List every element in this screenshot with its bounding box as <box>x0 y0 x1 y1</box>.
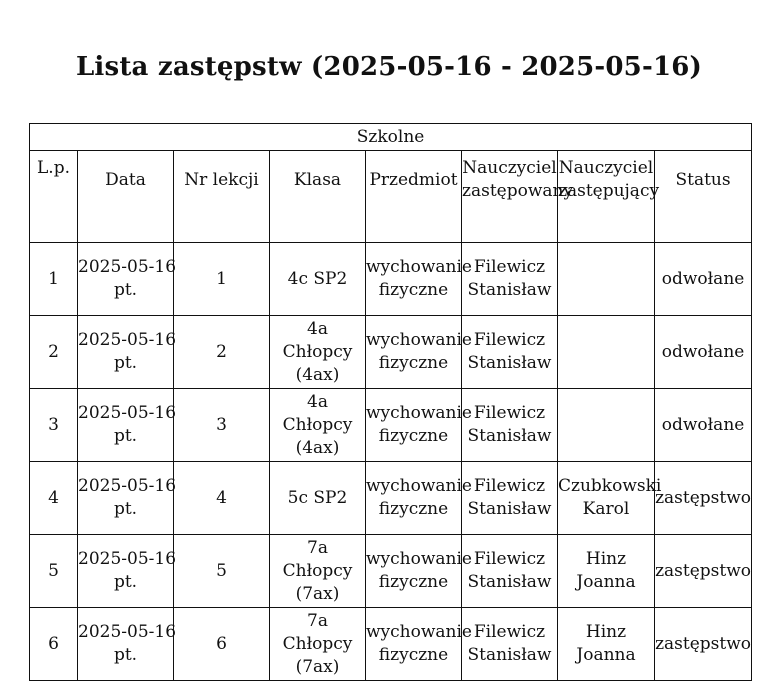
cell-status <box>655 462 752 535</box>
cell-date-text: pt. <box>113 353 138 373</box>
cell-subject-text: wychowanie <box>366 476 472 496</box>
cell-absent-teacher-text: Filewicz <box>473 622 546 642</box>
cell-date <box>78 535 177 608</box>
cell-date-text: 2025-05-16 <box>78 622 177 642</box>
cell-absent-teacher <box>462 243 558 316</box>
cell-lesson-text: 5 <box>216 560 227 581</box>
cell-date-text: pt. <box>113 426 138 446</box>
cell-subject-text: wychowanie <box>366 330 472 350</box>
cell-absent-teacher <box>462 316 558 389</box>
cell-status <box>655 243 752 316</box>
cell-lesson <box>174 389 270 462</box>
cell-class-text: 7a <box>307 610 328 631</box>
cell-lp <box>30 316 78 389</box>
cell-class <box>270 535 366 608</box>
cell-status-text: odwołane <box>661 268 745 289</box>
cell-lesson <box>174 316 270 389</box>
cell-substitute-teacher <box>558 608 655 681</box>
cell-substitute-teacher-text: Joanna <box>576 645 636 665</box>
cell-lp-text: 1 <box>48 268 59 289</box>
column-header-status: Status <box>655 151 752 243</box>
cell-class <box>270 462 366 535</box>
cell-date-text: pt. <box>113 280 138 300</box>
cell-lesson <box>174 462 270 535</box>
cell-lp-text: 6 <box>48 633 59 654</box>
cell-absent-teacher <box>462 608 558 681</box>
cell-lesson <box>174 608 270 681</box>
section-header-row <box>30 124 752 151</box>
cell-absent-teacher-text: Filewicz <box>473 403 546 423</box>
cell-absent-teacher <box>462 535 558 608</box>
cell-date <box>78 608 177 681</box>
column-header-data: Data <box>78 151 174 243</box>
cell-subject-text: fizyczne <box>378 353 449 373</box>
cell-status <box>655 608 752 681</box>
cell-subject-text: wychowanie <box>366 549 472 569</box>
cell-class-text: 4a <box>307 318 328 339</box>
cell-substitute-teacher-text: Joanna <box>576 572 636 592</box>
cell-class-text: Chłopcy <box>282 414 353 435</box>
cell-absent-teacher-text: Stanisław <box>467 280 552 300</box>
table-row <box>30 243 752 316</box>
cell-substitute-teacher <box>558 316 655 389</box>
cell-absent-teacher-text: Filewicz <box>473 476 546 496</box>
cell-date-text: 2025-05-16 <box>78 549 177 569</box>
cell-lp <box>30 608 78 681</box>
cell-class-text: 5c SP2 <box>287 487 348 508</box>
cell-date-text: pt. <box>113 645 138 665</box>
cell-subject-text: wychowanie <box>366 403 472 423</box>
cell-date-text: 2025-05-16 <box>78 257 177 277</box>
cell-substitute-teacher-text: Hinz <box>585 622 627 642</box>
cell-absent-teacher <box>462 389 558 462</box>
column-header-przedmiot: Przedmiot <box>366 151 462 243</box>
cell-date <box>78 243 177 316</box>
cell-subject <box>366 389 472 462</box>
cell-date <box>78 316 177 389</box>
cell-absent-teacher-text: Filewicz <box>473 549 546 569</box>
cell-subject-text: wychowanie <box>366 622 472 642</box>
cell-absent-teacher-text: Filewicz <box>473 330 546 350</box>
cell-subject <box>366 535 472 608</box>
table-row <box>30 462 752 535</box>
cell-status-text: zastępstwo <box>655 560 752 581</box>
cell-class <box>270 389 366 462</box>
cell-status-text: odwołane <box>661 341 745 362</box>
cell-date-text: 2025-05-16 <box>78 403 177 423</box>
cell-lesson-text: 4 <box>216 487 227 508</box>
cell-lp <box>30 243 78 316</box>
cell-lp <box>30 389 78 462</box>
cell-lesson-text: 3 <box>216 414 227 435</box>
cell-class <box>270 316 366 389</box>
table-row <box>30 389 752 462</box>
cell-substitute-teacher-text: Czubkowski <box>558 476 662 496</box>
cell-class-text: (7ax) <box>295 656 340 677</box>
page-title: Lista zastępstw (2025-05-16 - 2025-05-16) <box>75 52 703 82</box>
cell-lp-text: 4 <box>48 487 59 508</box>
cell-lp-text: 5 <box>48 560 59 581</box>
cell-subject-text: fizyczne <box>378 572 449 592</box>
column-header-nr-lekcji: Nr lekcji <box>174 151 270 243</box>
cell-class-text: 4a <box>307 391 328 412</box>
cell-substitute-teacher <box>558 243 655 316</box>
cell-class-text: (4ax) <box>295 437 340 458</box>
cell-date-text: pt. <box>113 499 138 519</box>
column-header-row <box>30 151 752 243</box>
cell-absent-teacher-text: Stanisław <box>467 572 552 592</box>
cell-date <box>78 462 177 535</box>
cell-substitute-teacher <box>558 389 655 462</box>
cell-status-text: odwołane <box>661 414 745 435</box>
column-header-nauczyciel-zastepowany: Nauczyciel zastępowany <box>462 151 558 243</box>
cell-class-text: Chłopcy <box>282 341 353 362</box>
cell-subject-text: fizyczne <box>378 280 449 300</box>
cell-subject-text: fizyczne <box>378 645 449 665</box>
substitutions-table <box>29 123 752 681</box>
cell-lp-text: 2 <box>48 341 59 362</box>
cell-lp-text: 3 <box>48 414 59 435</box>
cell-class-text: Chłopcy <box>282 560 353 581</box>
cell-subject <box>366 316 472 389</box>
cell-date-text: 2025-05-16 <box>78 476 177 496</box>
cell-subject-text: wychowanie <box>366 257 472 277</box>
cell-status-text: zastępstwo <box>655 487 752 508</box>
cell-subject-text: fizyczne <box>378 499 449 519</box>
cell-subject-text: fizyczne <box>378 426 449 446</box>
cell-absent-teacher-text: Filewicz <box>473 257 546 277</box>
cell-lp <box>30 535 78 608</box>
cell-status-text: zastępstwo <box>655 633 752 654</box>
cell-date <box>78 389 177 462</box>
cell-lp <box>30 462 78 535</box>
cell-substitute-teacher <box>558 535 655 608</box>
cell-absent-teacher-text: Stanisław <box>467 353 552 373</box>
cell-absent-teacher-text: Stanisław <box>467 426 552 446</box>
cell-class-text: 4c SP2 <box>287 268 348 289</box>
cell-class <box>270 243 366 316</box>
cell-status <box>655 316 752 389</box>
cell-status <box>655 535 752 608</box>
cell-absent-teacher-text: Stanisław <box>467 499 552 519</box>
cell-class-text: (4ax) <box>295 364 340 385</box>
cell-subject <box>366 243 472 316</box>
column-header-lp: L.p. <box>30 151 78 243</box>
cell-substitute-teacher-text: Hinz <box>585 549 627 569</box>
cell-lesson <box>174 535 270 608</box>
cell-class-text: 7a <box>307 537 328 558</box>
cell-date-text: pt. <box>113 572 138 592</box>
cell-lesson-text: 2 <box>216 341 227 362</box>
cell-lesson <box>174 243 270 316</box>
table-row <box>30 316 752 389</box>
cell-date-text: 2025-05-16 <box>78 330 177 350</box>
cell-absent-teacher <box>462 462 558 535</box>
cell-class <box>270 608 366 681</box>
section-label: Szkolne <box>30 124 752 151</box>
cell-subject <box>366 462 472 535</box>
cell-class-text: Chłopcy <box>282 633 353 654</box>
table-row <box>30 608 752 681</box>
column-header-klasa: Klasa <box>270 151 366 243</box>
cell-absent-teacher-text: Stanisław <box>467 645 552 665</box>
table-row <box>30 535 752 608</box>
cell-class-text: (7ax) <box>295 583 340 604</box>
cell-status <box>655 389 752 462</box>
column-header-nauczyciel-zastepujacy: Nauczyciel zastępujący <box>558 151 655 243</box>
cell-substitute-teacher <box>558 462 662 535</box>
cell-lesson-text: 1 <box>216 268 227 289</box>
cell-substitute-teacher-text: Karol <box>582 499 630 519</box>
cell-lesson-text: 6 <box>216 633 227 654</box>
cell-subject <box>366 608 472 681</box>
